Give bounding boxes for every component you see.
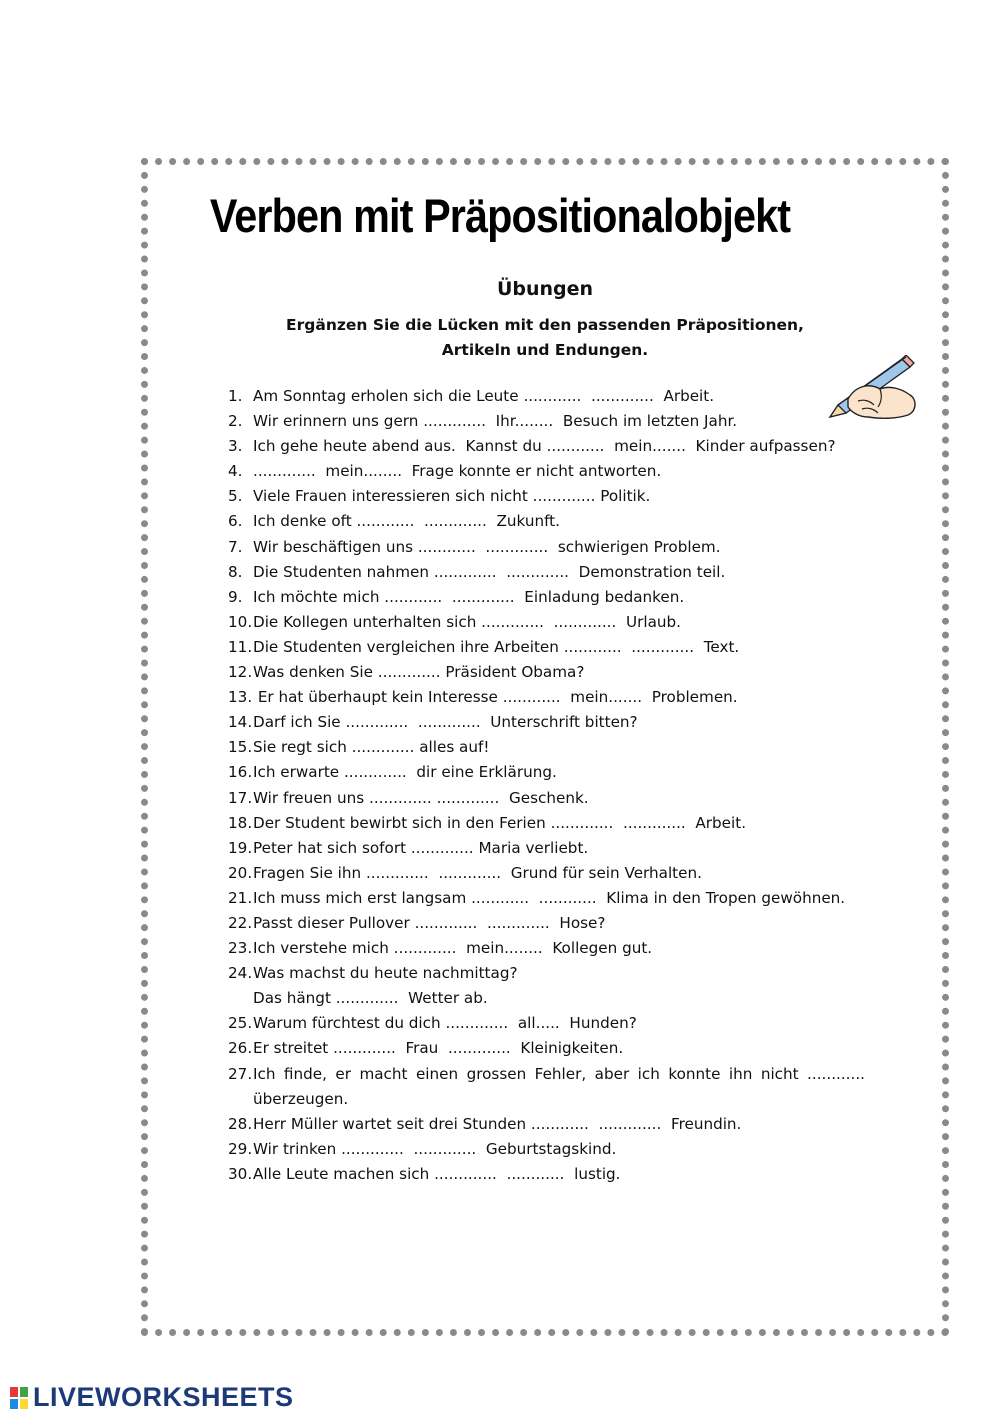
exercise-item <box>228 911 865 936</box>
exercise-text: Darf ich Sie ............. ............. Unterschrift bitten? <box>253 713 638 732</box>
exercise-item <box>228 509 865 534</box>
exercise-text: Ich möchte mich ............ ............. Einladung bedanken. <box>253 587 685 606</box>
exercise-item <box>228 1137 865 1162</box>
exercise-number: 26. <box>228 1039 253 1058</box>
exercise-text: Die Kollegen unterhalten sich ............. ............. Urlaub. <box>253 612 681 631</box>
exercise-item <box>228 886 865 911</box>
exercise-text: Alle Leute machen sich ............. ............ lustig. <box>253 1164 621 1183</box>
exercise-text: Wir freuen uns ............. ............. Geschenk. <box>253 788 589 807</box>
exercise-item <box>228 1036 865 1061</box>
exercise-text: Sie regt sich ............. alles auf! <box>253 738 490 757</box>
exercise-number: 27. <box>228 1064 253 1083</box>
exercise-text: Die Studenten vergleichen ihre Arbeiten ............ ............. Text. <box>253 637 740 656</box>
exercise-item <box>228 384 865 409</box>
exercise-text: Was machst du heute nachmittag? Das hängt ............. Wetter ab. <box>253 964 518 1008</box>
exercise-item <box>228 585 865 610</box>
exercise-text: Peter hat sich sofort ............. Maria verliebt. <box>253 838 589 857</box>
exercise-number: 16. <box>228 763 253 782</box>
exercise-text: Ich denke oft ............ ............. Zukunft. <box>253 512 560 531</box>
exercise-number: 23. <box>228 939 253 958</box>
exercise-text: Ich erwarte ............. dir eine Erklärung. <box>253 763 557 782</box>
exercise-number: 15. <box>228 738 253 757</box>
exercise-item <box>228 1112 865 1137</box>
exercise-number: 7. <box>228 537 243 556</box>
worksheet-instruction: Ergänzen Sie die Lücken mit den passenden Präpositionen, Artikeln und Endungen. <box>286 316 804 359</box>
exercise-text: Die Studenten nahmen ............. ............. Demonstration teil. <box>253 562 726 581</box>
exercise-number: 3. <box>228 437 243 456</box>
exercise-number: 9. <box>228 587 243 606</box>
exercise-number: 25. <box>228 1014 253 1033</box>
exercise-number: 22. <box>228 913 253 932</box>
exercise-list <box>228 384 875 1187</box>
exercise-number: 28. <box>228 1114 253 1133</box>
exercise-item <box>228 660 865 685</box>
exercise-text: Am Sonntag erholen sich die Leute ............ ............. Arbeit. <box>253 387 715 405</box>
exercise-number: 29. <box>228 1139 253 1158</box>
exercise-item <box>228 484 865 509</box>
exercise-number: 6. <box>228 512 243 531</box>
exercise-text: Ich gehe heute abend aus. Kannst du ............ mein....... Kinder aufpassen? <box>253 437 836 456</box>
exercise-number: 4. <box>228 462 243 481</box>
exercise-item <box>228 1011 865 1036</box>
exercise-number: 30. <box>228 1164 253 1183</box>
exercise-number: 13. <box>228 688 253 707</box>
exercise-text: Viele Frauen interessieren sich nicht ............. Politik. <box>253 487 651 506</box>
exercise-number: 24. <box>228 964 253 983</box>
exercise-number: 19. <box>228 838 253 857</box>
exercise-text: Fragen Sie ihn ............. ............. Grund für sein Verhalten. <box>253 863 702 882</box>
exercise-text: Er streitet ............. Frau ............. Kleinigkeiten. <box>253 1039 624 1058</box>
exercise-number: 17. <box>228 788 253 807</box>
exercise-number: 11. <box>228 637 253 656</box>
logo-text: LIVEWORKSHEETS <box>33 1382 294 1412</box>
exercise-item <box>228 1162 865 1187</box>
exercise-item <box>228 760 865 785</box>
exercise-item <box>228 936 865 961</box>
exercise-text: Herr Müller wartet seit drei Stunden ............ ............. Freundin. <box>253 1114 742 1133</box>
liveworksheets-logo[interactable] <box>10 1382 294 1413</box>
exercise-item <box>228 459 865 484</box>
exercise-item <box>228 535 865 560</box>
exercise-item <box>228 1062 875 1112</box>
exercise-text: Er hat überhaupt kein Interesse ............ mein....... Problemen. <box>253 688 738 707</box>
exercise-text: Ich finde, er macht einen grossen Fehler, aber ich konnte ihn nicht ............ überzeugen. <box>253 1064 875 1108</box>
exercise-item <box>228 735 865 760</box>
exercise-text: ............. mein........ Frage konnte er nicht antworten. <box>253 462 662 481</box>
exercise-item <box>228 710 865 735</box>
exercise-item <box>228 861 865 886</box>
liveworksheets-logo-icon <box>10 1387 29 1409</box>
exercise-item <box>228 786 865 811</box>
exercise-text: Was denken Sie ............. Präsident Obama? <box>253 663 585 682</box>
exercise-text: Wir beschäftigen uns ............ ............. schwierigen Problem. <box>253 537 721 556</box>
exercise-text: Ich verstehe mich ............. mein........ Kollegen gut. <box>253 939 653 958</box>
exercise-text: Wir erinnern uns gern ............. Ihr........ Besuch im letzten Jahr. <box>253 412 738 431</box>
exercise-number: 12. <box>228 663 253 682</box>
exercise-item <box>228 560 865 585</box>
exercise-number: 20. <box>228 863 253 882</box>
exercise-text: Wir trinken ............. ............. Geburtstagskind. <box>253 1139 617 1158</box>
exercise-item <box>228 811 865 836</box>
exercise-text: Passt dieser Pullover ............. ............. Hose? <box>253 913 606 932</box>
exercise-item <box>228 961 865 1011</box>
exercise-text: Warum fürchtest du dich ............. all..... Hunden? <box>253 1014 637 1033</box>
exercise-number: 8. <box>228 562 243 581</box>
exercise-item <box>228 434 865 459</box>
exercise-number: 21. <box>228 888 253 907</box>
exercise-item <box>228 610 865 635</box>
exercise-text: Der Student bewirbt sich in den Ferien ............. ............. Arbeit. <box>253 813 747 832</box>
exercise-text: Ich muss mich erst langsam ............ ............ Klima in den Tropen gewöhnen. <box>253 888 846 907</box>
exercise-number: 18. <box>228 813 253 832</box>
exercise-number: 14. <box>228 713 253 732</box>
exercise-item <box>228 409 865 434</box>
worksheet-subtitle: Übungen <box>496 278 594 300</box>
exercise-item <box>228 635 865 660</box>
exercise-item <box>228 685 865 710</box>
exercise-number: 10. <box>228 612 253 631</box>
exercise-number: 1. <box>228 387 243 405</box>
exercise-number: 5. <box>228 487 243 506</box>
worksheet-title: Verben mit Präpositionalobjekt <box>209 189 791 242</box>
exercise-number: 2. <box>228 412 243 431</box>
exercise-item <box>228 836 865 861</box>
